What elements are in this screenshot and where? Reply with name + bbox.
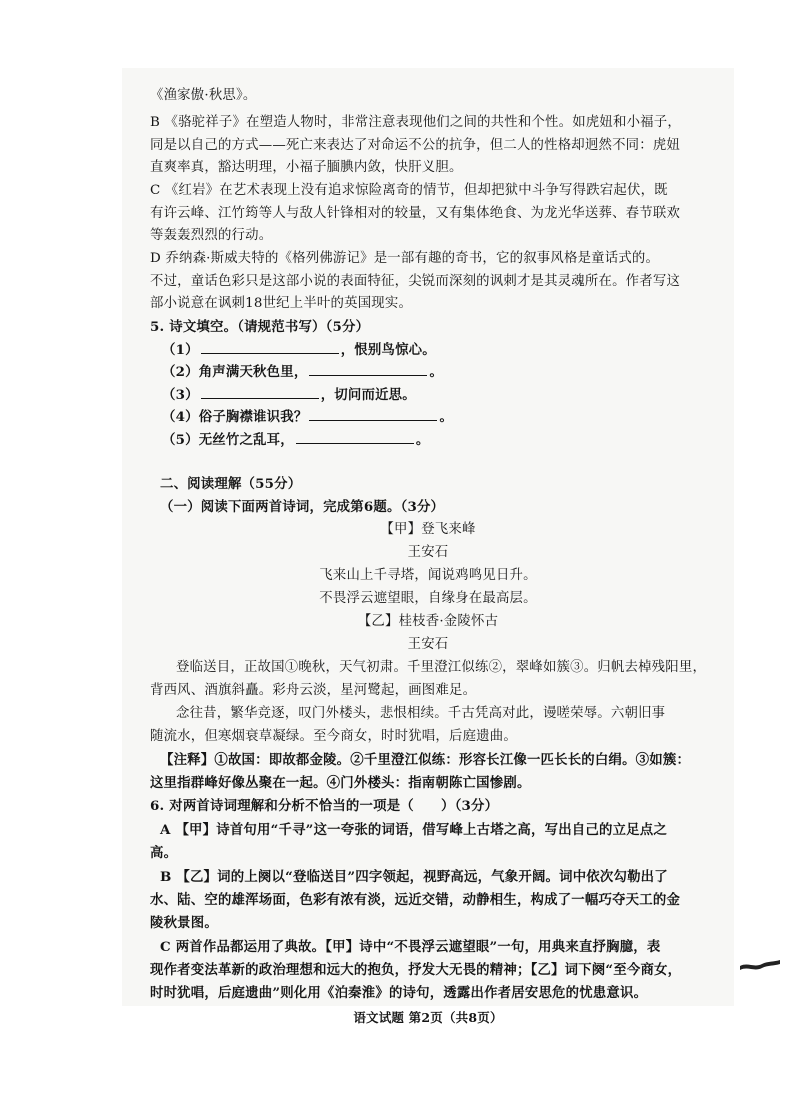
poem-yi-para2-line1: 念往昔，繁华竞逐，叹门外楼头，悲恨相续。千古凭高对此，谩嗟荣辱。六朝旧事 [176, 706, 666, 721]
option-b-line3: 直爽率真，豁达明理，小福子腼腆内敛，快肝义胆。 [150, 160, 463, 175]
q6-option-a-line1: A 【甲】诗首句用“千寻”这一夸张的词语，借写峰上古塔之高，写出自己的立足点之 [160, 822, 667, 838]
option-c-line1: C 《红岩》在艺术表现上没有追求惊险离奇的情节，但却把狱中斗争写得跌宕起伏，既 [150, 183, 668, 198]
notes-line1: 【注释】①故国：即故都金陵。②千里澄江似练：形容长江像一匹长长的白绢。③如簇： [160, 752, 691, 768]
answer-blank-3[interactable] [201, 386, 319, 399]
poem-jia-line1: 飞来山上千寻塔，闻说鸡鸣见日升。 [319, 568, 537, 583]
poem-yi-para1-line2: 背西风、酒旗斜矗。彩舟云淡，星河鹭起，画图难足。 [150, 683, 477, 698]
fill-in-item-5: （5）无丝竹之乱耳， 。 [162, 432, 430, 448]
question-5-title: 5. 诗文填空。（请规范书写）（5分） [150, 319, 370, 335]
option-c-line3: 等轰轰烈烈的行动。 [150, 228, 273, 243]
section-2-title: 二、阅读理解（55分） [160, 476, 302, 492]
fill-in-item-3: （3） ，切问而近思。 [162, 387, 416, 403]
fill-in-item-1: （1） ，恨别鸟惊心。 [162, 342, 436, 358]
question-6-title: 6. 对两首诗词理解和分析不恰当的一项是（ ）（3分） [150, 798, 499, 814]
q6-option-b-line1: B 【乙】词的上阕以“登临送目”四字领起，视野高远，气象开阔。词中依次勾勒出了 [160, 869, 668, 885]
q6-option-c-line2: 现作者变法革新的政治理想和远大的抱负，抒发大无畏的精神；【乙】词下阕“至今商女， [150, 962, 682, 978]
poem-yi-author: 王安石 [407, 637, 449, 652]
poem-jia-title: 【甲】登飞来峰 [380, 522, 476, 537]
option-d-line2: 不过，童话色彩只是这部小说的表面特征，尖锐而深刻的讽刺才是其灵魂所在。作者写这 [150, 274, 681, 289]
page-footer: 语文试题 第2页（共8页） [353, 1010, 503, 1025]
answer-blank-4[interactable] [309, 408, 437, 421]
answer-blank-2[interactable] [309, 363, 427, 376]
poem-yi-para2-line2: 随流水，但寒烟衰草凝绿。至今商女，时时犹唱，后庭遗曲。 [150, 729, 517, 744]
notes-line2: 这里指群峰好像丛聚在一起。④门外楼头：指南朝陈亡国惨剧。 [150, 775, 531, 791]
q6-option-c-line3: 时时犹唱，后庭遗曲”则化用《泊秦淮》的诗句，透露出作者居安思危的忧患意识。 [150, 985, 648, 1001]
poem-yi-para1-line1: 登临送目，正故国①晚秋，天气初肃。千里澄江似练②，翠峰如簇③。归帆去棹残阳里， [176, 660, 707, 675]
answer-blank-5[interactable] [296, 431, 414, 444]
option-d-line1: D 乔纳森·斯威夫特的《格列佛游记》是一部有趣的奇书，它的叙事风格是童话式的。 [150, 251, 660, 266]
poem-yi-title: 【乙】桂枝香·金陵怀古 [357, 614, 499, 629]
reading-instruction: （一）阅读下面两首诗词，完成第6题。（3分） [160, 499, 445, 515]
q6-option-c-line1: C 两首作品都运用了典故。【甲】诗中“不畏浮云遮望眼”一句，用典来直抒胸臆，表 [160, 939, 661, 955]
option-b-line2: 同是以自己的方式——死亡来表达了对命运不公的抗争，但二人的性格却迥然不同：虎妞 [150, 138, 681, 153]
q6-option-b-line2: 水、陆、空的雄浑场面，色彩有浓有淡，远近交错，动静相生，构成了一幅巧夺天工的金 [150, 892, 681, 908]
poem-jia-line2: 不畏浮云遮望眼，自缘身在最高层。 [319, 591, 537, 606]
option-c-line2: 有许云峰、江竹筠等人与敌人针锋相对的较量，又有集体绝食、为龙光华送葬、春节联欢 [150, 206, 681, 221]
q6-option-a-line2: 高。 [150, 845, 178, 861]
scan-edge-mark [740, 948, 780, 976]
poem-jia-author: 王安石 [407, 545, 449, 560]
answer-blank-1[interactable] [201, 341, 339, 354]
option-b-line1: B 《骆驼祥子》在塑造人物时，非常注意表现他们之间的共性和个性。如虎妞和小福子， [150, 115, 681, 130]
fill-in-item-2: （2）角声满天秋色里， 。 [162, 364, 444, 380]
fill-in-item-4: （4）俗子胸襟谁识我？ 。 [162, 409, 454, 425]
q6-option-b-line3: 陵秋景图。 [150, 915, 218, 931]
option-a-tail: 《渔家傲·秋思》。 [150, 88, 257, 103]
option-d-line3: 部小说意在讽刺18世纪上半叶的英国现实。 [150, 296, 413, 311]
